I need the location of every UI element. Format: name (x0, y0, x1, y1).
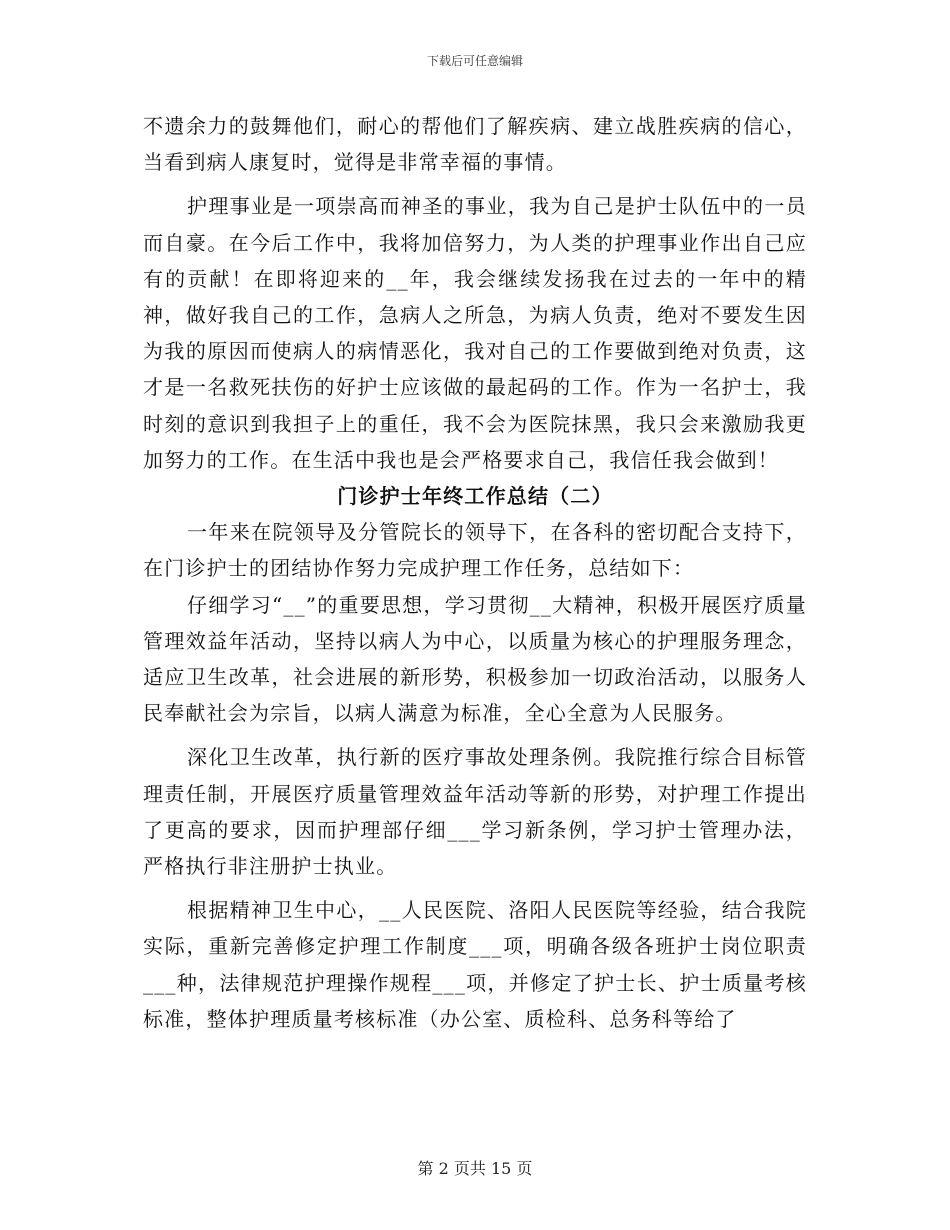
document-body (143, 108, 807, 1037)
paragraph-nursing-career: 护理事业是一项崇高而神圣的事业，我为自己是护士队伍中的一员而自豪。在今后工作中，我将加倍努力，为人类的护理事业作出自己应有的贡献！在即将迎来的__年，我会继续发扬我在过去的一年中的精神，做好我自己的工作，急病人之所急，为病人负责，绝对不要发生因为我的原因而使病人的病情恶化，我对自己的工作要做到绝对负责，这才是一名救死扶伤的好护士应该做的最起码的工作。作为一名护士，我时刻的意识到我担子上的重任，我不会为医院抹黑，我只会来激励我更加努力的工作。在生活中我也是会严格要求自己，我信任我会做到！ (143, 194, 807, 472)
paragraph-study: 仔细学习“__”的重要思想，学习贯彻__大精神，积极开展医疗质量管理效益年活动，坚持以病人为中心，以质量为核心的护理服务理念，适应卫生改革，社会进展的新形势，积极参加一切政治活动，以服务人民奉献社会为宗旨，以病人满意为标准，全心全意为人民服务。 (143, 592, 807, 726)
page-footer: 第 2 页共 15 页 (417, 1159, 533, 1178)
page-header: 下载后可任意编辑 (426, 54, 523, 68)
paragraph-reform: 深化卫生改革，执行新的医疗事故处理条例。我院推行综合目标管理责任制，开展医疗质量管理效益年活动等新的形势，对护理工作提出了更高的要求，因而护理部仔细___学习新条例，学习护士管理办法，严格执行非注册护士执业。 (143, 745, 807, 879)
paragraph-standards: 根据精神卫生中心，__人民医院、洛阳人民医院等经验，结合我院实际，重新完善修定护理工作制度___项，明确各级各班护士岗位职责___种，法律规范护理操作规程___项，并修定了护士长、护士质量考核标准，整体护理质量考核标准（办公室、质检科、总务科等给了 (143, 898, 807, 1031)
paragraph-continued: 不遗余力的鼓舞他们，耐心的帮他们了解疾病、建立战胜疾病的信心，当看到病人康复时，觉得是非常幸福的事情。 (143, 114, 807, 175)
section-title: 门诊护士年终工作总结（二） (337, 484, 613, 509)
paragraph-intro: 一年来在院领导及分管院长的领导下，在各科的密切配合支持下，在门诊护士的团结协作努力完成护理工作任务，总结如下： (143, 520, 807, 581)
